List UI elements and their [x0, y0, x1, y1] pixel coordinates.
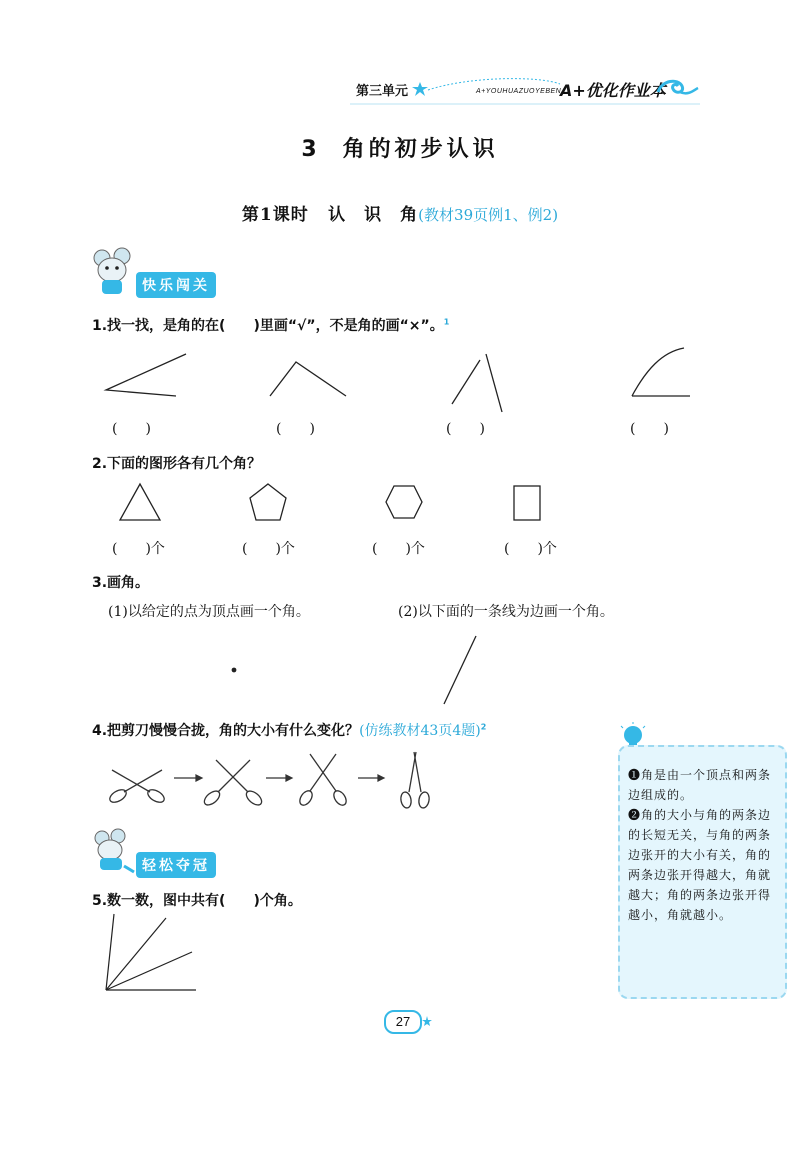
figure-curve-4a — [632, 348, 684, 396]
triangle-icon — [120, 484, 160, 520]
q5-angle-figure — [100, 910, 210, 995]
question-5: 5.数一数，图中共有( )个角。 — [92, 893, 302, 909]
brand-logo: A+优化作业本 — [560, 81, 666, 100]
question-2: 2.下面的图形各有几个角？ — [92, 456, 262, 472]
given-side-line — [444, 636, 476, 704]
q1-answer-3[interactable]: ( ) — [446, 421, 485, 437]
tip-point-2: ❷角的大小与角的两条边的长短无关，与角的两条边张开的大小有关，角的两条边张开得越大，角就越大；角的两条边张开得越小，角就越小。 — [628, 808, 772, 922]
section-easy-badge: 轻松夺冠 — [136, 852, 216, 878]
question-1 — [92, 315, 449, 335]
tip-point-1: ❶角是由一个顶点和两条边组成的。 — [628, 768, 772, 802]
question-4 — [92, 720, 486, 740]
title-number: 3 — [301, 137, 321, 162]
figure-angle-2 — [270, 362, 346, 396]
q1-figures — [90, 340, 710, 420]
q1-answer-4[interactable]: ( ) — [630, 421, 669, 437]
mouse-mascot-icon — [88, 246, 138, 296]
vertex-point — [232, 668, 237, 673]
arrow-icon-3 — [358, 775, 384, 781]
scissors-sequence — [100, 748, 450, 813]
q3-drawing-area[interactable] — [220, 630, 500, 710]
tip-content — [628, 765, 778, 925]
question-4-note: (仿练教材43页4题) — [359, 723, 481, 739]
unit-label: 第三单元 — [356, 84, 409, 99]
scissors-mid-icon — [202, 760, 264, 808]
scissors-closed-icon — [400, 752, 431, 809]
arrow-icon-2 — [266, 775, 292, 781]
question-3-sub-2: (2)以下面的一条线为边画一个角。 — [398, 604, 614, 620]
scissors-closing-icon — [297, 754, 348, 807]
figure-lines-3b — [486, 354, 502, 412]
small-star-icon — [422, 1016, 432, 1026]
rectangle-icon — [514, 486, 540, 520]
page-title — [0, 132, 800, 163]
q2-answer-2[interactable]: ( )个 — [242, 541, 295, 557]
question-1-text: 1.找一找，是角的在( )里画“√”，不是角的画“×”。 — [92, 318, 444, 334]
figure-lines-3a — [452, 360, 480, 404]
q2-answer-1[interactable]: ( )个 — [112, 541, 165, 557]
figure-angle-1 — [106, 354, 186, 396]
lesson-topic: 认 识 角 — [328, 205, 419, 225]
question-3: 3.画角。 — [92, 575, 150, 591]
section-happy-badge: 快乐闯关 — [136, 272, 216, 298]
pentagon-icon — [250, 484, 286, 520]
title-text: 角的初步认识 — [342, 137, 499, 162]
scissors-open-icon — [108, 770, 167, 805]
lesson-reference: (教材39页例1、例2) — [418, 206, 559, 224]
note-marker-2: 2 — [480, 722, 487, 732]
running-mouse-icon — [88, 828, 138, 874]
note-marker-1: 1 — [443, 317, 450, 327]
lesson-label: 第1课时 — [241, 205, 309, 225]
lesson-heading — [0, 200, 800, 225]
q2-answer-4[interactable]: ( )个 — [504, 541, 557, 557]
question-3-sub-1: (1)以给定的点为顶点画一个角。 — [108, 604, 310, 620]
brand-pinyin: A+YOUHUAZUOYEBEN — [476, 88, 562, 95]
q1-answer-2[interactable]: ( ) — [276, 421, 315, 437]
header-curve — [0, 74, 800, 106]
question-4-text: 4.把剪刀慢慢合拢，角的大小有什么变化？ — [92, 723, 360, 739]
q2-shapes — [100, 478, 580, 528]
page-number: 27 — [384, 1010, 422, 1034]
q1-answer-1[interactable]: ( ) — [112, 421, 151, 437]
q2-answer-3[interactable]: ( )个 — [372, 541, 425, 557]
arrow-icon-1 — [174, 775, 202, 781]
hexagon-icon — [386, 486, 422, 518]
